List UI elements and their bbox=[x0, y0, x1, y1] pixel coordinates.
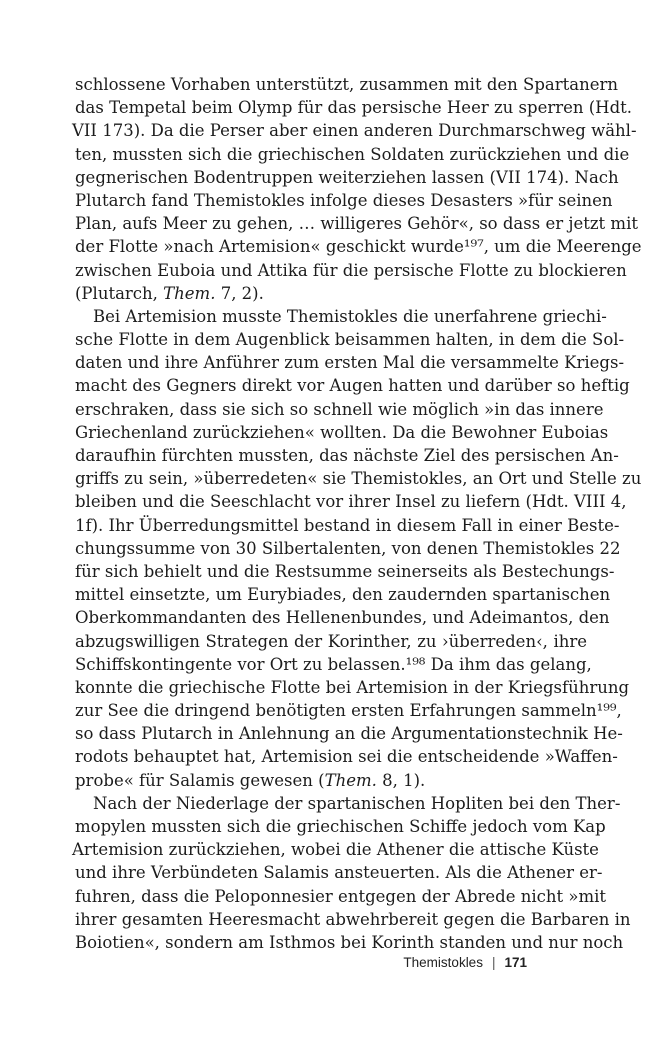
text-line: Oberkommandanten des Hellenenbundes, und Adeimantos, den bbox=[75, 608, 610, 628]
text-line: für sich behielt und die Restsumme seinerseits als Bestechungs- bbox=[75, 561, 615, 581]
text-line: gegnerischen Bodentruppen weiterziehen lassen (VII 174). Nach bbox=[75, 167, 619, 187]
text-line: daten und ihre Anführer zum ersten Mal die versammelte Kriegs- bbox=[75, 353, 625, 373]
text-line: (Plutarch, Them. 7, 2). bbox=[75, 283, 264, 303]
text-line: Nach der Niederlage der spartanischen Hopliten bei den Ther- bbox=[93, 793, 621, 813]
text-line: probe« für Salamis gewesen (Them. 8, 1). bbox=[75, 770, 426, 790]
running-title: Themistokles bbox=[403, 955, 483, 970]
text-line: daraufhin fürchten mussten, das nächste Ziel des persischen An- bbox=[75, 446, 619, 465]
text-line: schlossene Vorhaben unterstützt, zusammen mit den Spartanern bbox=[75, 75, 618, 94]
body-text bbox=[72, 73, 642, 954]
page-footer bbox=[403, 955, 527, 970]
footer-separator: | bbox=[491, 955, 496, 970]
text-line: und ihre Verbündeten Salamis ansteuerten. Als die Athener er- bbox=[75, 863, 603, 883]
text-line: ihrer gesamten Heeresmacht abwehrbereit gegen die Barbaren in bbox=[75, 909, 631, 929]
text-line: mittel einsetzte, um Eurybiades, den zaudernden spartanischen bbox=[75, 585, 611, 605]
text-line: Schiffskontingente vor Ort zu belassen.¹⁹⁸ Da ihm das gelang, bbox=[75, 654, 592, 674]
text-line: rodots behauptet hat, Artemision sei die entscheidende »Waffen- bbox=[75, 747, 618, 767]
text-line: der Flotte »nach Artemision« geschickt wurde¹⁹⁷, um die Meerenge bbox=[75, 237, 642, 257]
text-line: Artemision zurückziehen, wobei die Athener die attische Küste bbox=[72, 840, 599, 860]
page-number: 171 bbox=[504, 955, 527, 970]
text-line: abzugswilligen Strategen der Korinther, zu ›überreden‹, ihre bbox=[75, 631, 587, 651]
text-line: Plutarch fand Themistokles infolge dieses Desasters »für seinen bbox=[75, 190, 613, 210]
text-line: erschraken, dass sie sich so schnell wie möglich »in das innere bbox=[75, 399, 604, 419]
text-line: so dass Plutarch in Anlehnung an die Argumentationstechnik He- bbox=[75, 724, 623, 744]
text-line: 1f). Ihr Überredungsmittel bestand in diesem Fall in einer Beste- bbox=[75, 515, 620, 535]
text-line: zwischen Euboia und Attika für die persische Flotte zu blockieren bbox=[75, 260, 627, 280]
text-line: chungssumme von 30 Silbertalenten, von denen Themistokles 22 bbox=[75, 538, 621, 558]
text-line: Boiotien«, sondern am Isthmos bei Korinth standen und nur noch bbox=[75, 932, 624, 952]
text-line: konnte die griechische Flotte bei Artemision in der Kriegsführung bbox=[75, 677, 630, 697]
text-line: Griechenland zurückziehen« wollten. Da die Bewohner Euboias bbox=[75, 422, 609, 442]
text-line: Bei Artemision musste Themistokles die unerfahrene griechi- bbox=[93, 306, 607, 326]
text-line: fuhren, dass die Peloponnesier entgegen der Abrede nicht »mit bbox=[75, 886, 607, 906]
text-line: sche Flotte in dem Augenblick beisammen halten, in dem die Sol- bbox=[75, 330, 625, 350]
text-line: Plan, aufs Meer zu gehen, … willigeres Gehör«, so dass er jetzt mit bbox=[75, 214, 638, 234]
text-line: das Tempetal beim Olymp für das persische Heer zu sperren (Hdt. bbox=[75, 98, 633, 118]
text-line: ten, mussten sich die griechischen Soldaten zurückziehen und die bbox=[75, 144, 630, 164]
text-line: bleiben und die Seeschlacht vor ihrer Insel zu liefern (Hdt. VIII 4, bbox=[75, 492, 627, 512]
text-line: griffs zu sein, »überredeten« sie Themistokles, an Ort und Stelle zu bbox=[75, 469, 642, 489]
text-line: macht des Gegners direkt vor Augen hatten und darüber so heftig bbox=[75, 376, 630, 396]
text-line: mopylen mussten sich die griechischen Schiffe jedoch vom Kap bbox=[75, 817, 606, 836]
text-line: zur See die dringend benötigten ersten Erfahrungen sammeln¹⁹⁹, bbox=[75, 701, 622, 721]
text-line: VII 173). Da die Perser aber einen anderen Durchmarschweg wähl- bbox=[72, 121, 637, 141]
